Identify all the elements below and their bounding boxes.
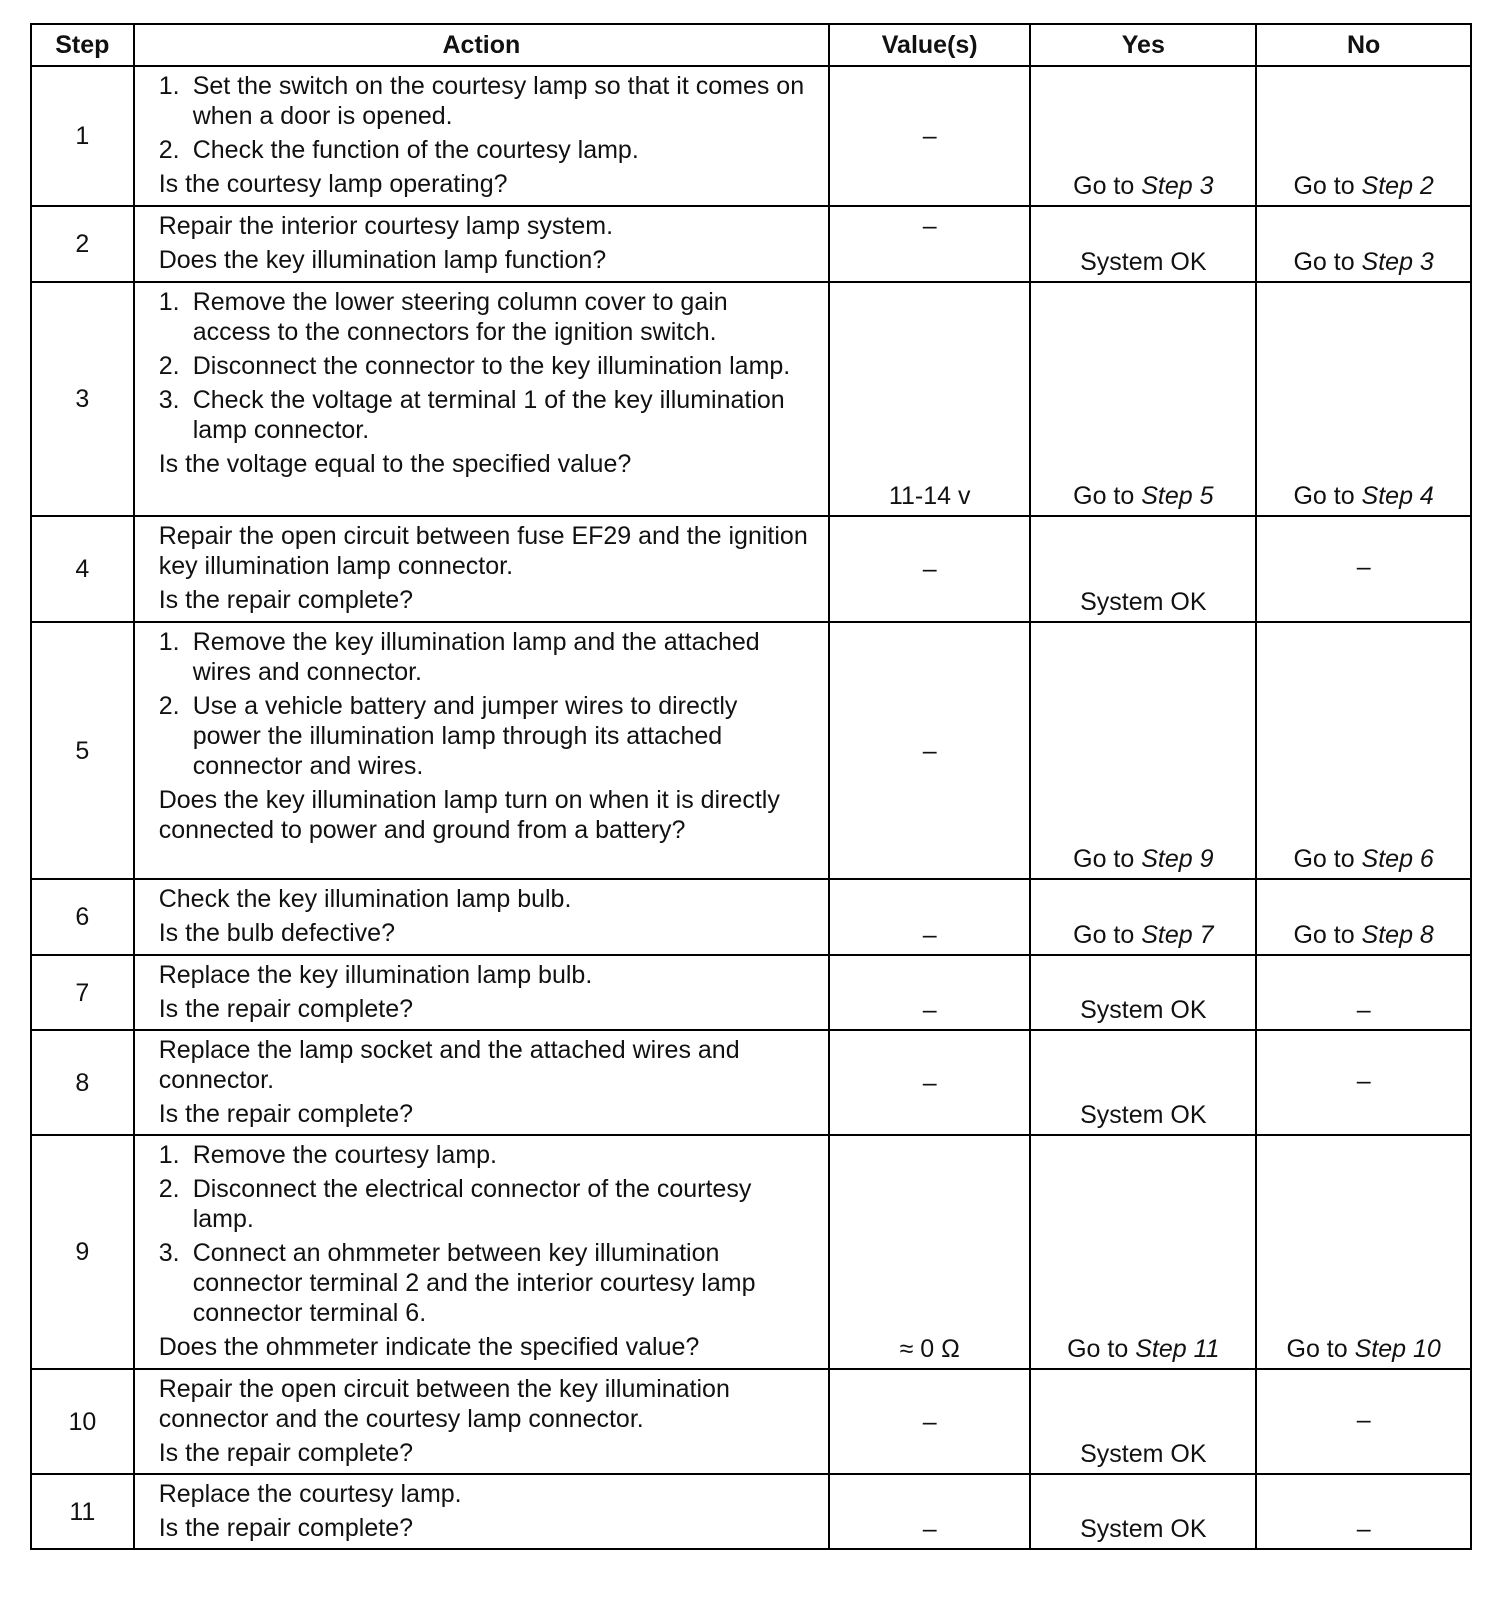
no-step-link: Step 10 — [1354, 1335, 1441, 1363]
action-item-text: Use a vehicle battery and jumper wires to directly power the illumination lamp through its attached connector and wires. — [192, 692, 738, 780]
yes-outcome — [1030, 282, 1256, 516]
action-cell — [134, 1135, 829, 1369]
value-cell: – — [829, 955, 1030, 1030]
no-outcome-text: – — [1356, 1515, 1371, 1543]
yes-outcome — [1030, 622, 1256, 879]
action-item — [159, 135, 812, 165]
value-cell: – — [829, 1030, 1030, 1135]
action-item-number: 2. — [158, 352, 180, 380]
step-number: 5 — [31, 622, 134, 879]
header-no: No — [1256, 24, 1471, 66]
action-item-number: 3. — [158, 386, 180, 414]
yes-outcome-text: Go to — [1073, 482, 1142, 510]
action-cell — [134, 622, 829, 879]
yes-step-link: Step 9 — [1141, 845, 1214, 873]
table-row — [31, 206, 1471, 282]
table-row — [31, 879, 1471, 955]
no-outcome — [1256, 516, 1471, 622]
header-action: Action — [134, 24, 829, 66]
action-item-number: 2. — [158, 136, 180, 164]
value-cell: – — [829, 622, 1030, 879]
no-outcome — [1256, 66, 1471, 206]
no-outcome-text: Go to — [1293, 482, 1362, 510]
action-item-number: 1. — [158, 1141, 180, 1169]
action-cell — [134, 955, 829, 1030]
action-cell — [134, 282, 829, 516]
action-item-number: 3. — [158, 1239, 180, 1267]
value-cell: 11-14 v — [829, 282, 1030, 516]
no-outcome — [1256, 955, 1471, 1030]
no-outcome — [1256, 1474, 1471, 1549]
no-step-link: Step 2 — [1361, 172, 1434, 200]
diagnostic-table — [30, 23, 1472, 1550]
no-outcome-text: – — [1356, 1405, 1371, 1434]
table-row — [31, 1474, 1471, 1549]
action-question: Is the bulb defective? — [158, 919, 395, 947]
action-question: Is the repair complete? — [158, 1439, 413, 1467]
table-row — [31, 282, 1471, 516]
action-question: Is the courtesy lamp operating? — [158, 170, 508, 198]
action-item — [159, 1174, 812, 1234]
header-row — [31, 24, 1471, 66]
no-outcome-text: Go to — [1293, 845, 1362, 873]
no-outcome-text: Go to — [1293, 248, 1362, 276]
action-item — [159, 691, 812, 781]
no-step-link: Step 4 — [1361, 482, 1434, 510]
action-question: Is the voltage equal to the specified value? — [158, 450, 632, 478]
action-item — [159, 71, 812, 131]
step-number: 6 — [31, 879, 134, 955]
action-cell — [134, 1030, 829, 1135]
yes-outcome-text: System OK — [1080, 996, 1207, 1024]
yes-outcome — [1030, 206, 1256, 282]
no-outcome-text: Go to — [1293, 172, 1362, 200]
step-number: 2 — [31, 206, 134, 282]
step-number: 4 — [31, 516, 134, 622]
action-item-number: 2. — [158, 1175, 180, 1203]
action-item — [159, 351, 812, 381]
action-cell — [134, 206, 829, 282]
action-cell — [134, 1474, 829, 1549]
yes-outcome-text: System OK — [1080, 588, 1207, 616]
value-cell: – — [829, 206, 1030, 282]
yes-outcome — [1030, 66, 1256, 206]
action-line: Repair the interior courtesy lamp system. — [158, 212, 614, 240]
action-cell — [134, 66, 829, 206]
header-yes: Yes — [1030, 24, 1256, 66]
action-line: Replace the lamp socket and the attached wires and connector. — [158, 1036, 740, 1094]
no-step-link: Step 6 — [1361, 845, 1434, 873]
action-item-number: 1. — [158, 628, 180, 656]
yes-outcome-text: System OK — [1080, 1101, 1207, 1129]
table-row — [31, 516, 1471, 622]
no-outcome-text: – — [1356, 996, 1371, 1024]
action-cell — [134, 516, 829, 622]
yes-outcome-text: System OK — [1080, 1515, 1207, 1543]
header-values: Value(s) — [829, 24, 1030, 66]
action-item — [159, 1140, 812, 1170]
yes-outcome-text: Go to — [1067, 1335, 1136, 1363]
action-question: Is the repair complete? — [158, 1100, 413, 1128]
action-item-number: 2. — [158, 692, 180, 720]
action-item-text: Disconnect the electrical connector of the courtesy lamp. — [192, 1175, 752, 1233]
action-item — [159, 385, 812, 445]
step-number: 11 — [31, 1474, 134, 1549]
yes-outcome-text: System OK — [1080, 248, 1207, 276]
step-number: 1 — [31, 66, 134, 206]
yes-outcome-text: Go to — [1073, 845, 1142, 873]
no-outcome — [1256, 1369, 1471, 1474]
action-line: Repair the open circuit between fuse EF29 and the ignition key illumination lamp connector. — [158, 522, 808, 580]
step-number: 10 — [31, 1369, 134, 1474]
yes-outcome — [1030, 516, 1256, 622]
action-item — [159, 627, 812, 687]
yes-outcome — [1030, 1030, 1256, 1135]
action-question: Does the ohmmeter indicate the specified value? — [158, 1333, 700, 1361]
action-item — [159, 1238, 812, 1328]
action-item-number: 1. — [158, 72, 180, 100]
table-row — [31, 622, 1471, 879]
yes-outcome-text: Go to — [1073, 921, 1142, 949]
action-item-number: 1. — [158, 288, 180, 316]
yes-outcome — [1030, 1369, 1256, 1474]
action-question: Does the key illumination lamp function? — [158, 246, 607, 274]
no-outcome — [1256, 879, 1471, 955]
yes-step-link: Step 7 — [1141, 921, 1214, 949]
action-item-text: Remove the lower steering column cover to gain access to the connectors for the ignition switch. — [192, 288, 728, 346]
step-number: 8 — [31, 1030, 134, 1135]
action-item-text: Remove the key illumination lamp and the attached wires and connector. — [192, 628, 760, 686]
action-cell — [134, 1369, 829, 1474]
action-question: Is the repair complete? — [158, 995, 413, 1023]
no-outcome-text: – — [1356, 1066, 1371, 1095]
no-outcome-text: Go to — [1293, 921, 1362, 949]
action-item-text: Set the switch on the courtesy lamp so that it comes on when a door is opened. — [192, 72, 805, 130]
yes-outcome — [1030, 1474, 1256, 1549]
value-cell: – — [829, 879, 1030, 955]
no-outcome — [1256, 1030, 1471, 1135]
yes-step-link: Step 5 — [1141, 482, 1214, 510]
no-outcome-text: Go to — [1286, 1335, 1355, 1363]
action-question: Is the repair complete? — [158, 1514, 413, 1542]
value-cell: – — [829, 1369, 1030, 1474]
no-outcome — [1256, 1135, 1471, 1369]
action-item — [159, 287, 812, 347]
action-cell — [134, 879, 829, 955]
action-item-text: Remove the courtesy lamp. — [192, 1141, 497, 1169]
action-line: Check the key illumination lamp bulb. — [158, 885, 572, 913]
yes-outcome-text: System OK — [1080, 1440, 1207, 1468]
step-number: 9 — [31, 1135, 134, 1369]
step-number: 7 — [31, 955, 134, 1030]
action-line: Repair the open circuit between the key illumination connector and the courtesy lamp connector. — [158, 1375, 730, 1433]
step-number: 3 — [31, 282, 134, 516]
table-row — [31, 1135, 1471, 1369]
yes-outcome-text: Go to — [1073, 172, 1142, 200]
action-question: Is the repair complete? — [158, 586, 413, 614]
no-step-link: Step 8 — [1361, 921, 1434, 949]
value-cell: ≈ 0 Ω — [829, 1135, 1030, 1369]
table-body — [31, 66, 1471, 1549]
table-row — [31, 955, 1471, 1030]
action-item-text: Check the voltage at terminal 1 of the key illumination lamp connector. — [192, 386, 785, 444]
value-cell: – — [829, 66, 1030, 206]
yes-step-link: Step 3 — [1141, 172, 1214, 200]
yes-outcome — [1030, 879, 1256, 955]
no-outcome-text: – — [1356, 553, 1371, 581]
action-line: Replace the key illumination lamp bulb. — [158, 961, 593, 989]
table-row — [31, 66, 1471, 206]
yes-outcome — [1030, 1135, 1256, 1369]
header-step: Step — [31, 24, 134, 66]
table-row — [31, 1030, 1471, 1135]
no-outcome — [1256, 206, 1471, 282]
value-cell: – — [829, 516, 1030, 622]
action-item-text: Connect an ohmmeter between key illumination connector terminal 2 and the interior courtesy lamp connector terminal 6. — [192, 1239, 756, 1327]
no-step-link: Step 3 — [1361, 248, 1434, 276]
action-question: Does the key illumination lamp turn on when it is directly connected to power and ground from a battery? — [158, 786, 780, 844]
value-cell: – — [829, 1474, 1030, 1549]
action-item-text: Disconnect the connector to the key illumination lamp. — [192, 352, 791, 380]
yes-step-link: Step 11 — [1135, 1335, 1220, 1363]
table-row — [31, 1369, 1471, 1474]
no-outcome — [1256, 622, 1471, 879]
yes-outcome — [1030, 955, 1256, 1030]
action-item-text: Check the function of the courtesy lamp. — [192, 136, 639, 164]
no-outcome — [1256, 282, 1471, 516]
action-line: Replace the courtesy lamp. — [158, 1480, 462, 1508]
